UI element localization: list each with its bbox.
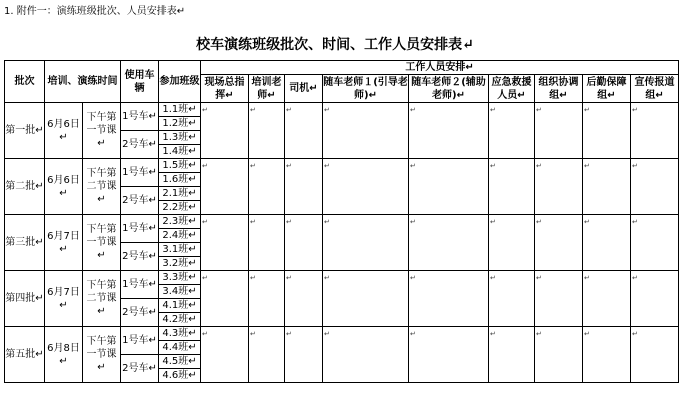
batch-label: 第五批↵	[5, 327, 45, 383]
batch-session: 下午第二节课↵	[83, 271, 121, 327]
staff-cell	[535, 215, 583, 271]
staff-cell	[631, 103, 679, 159]
staff-cell	[285, 103, 323, 159]
vehicle-label: 2号车↵	[121, 187, 159, 215]
paragraph-mark: ↵	[324, 106, 330, 114]
class-cell: 1.6班↵	[159, 173, 201, 187]
table-row	[5, 271, 679, 285]
staff-cell	[583, 327, 631, 383]
class-cell: 4.2班↵	[159, 313, 201, 327]
class-cell: 4.6班↵	[159, 369, 201, 383]
paragraph-mark: ↵	[490, 274, 496, 282]
schedule-table	[4, 60, 679, 383]
staff-cell	[583, 103, 631, 159]
header-staff-col: 组织协调组↵	[535, 75, 583, 103]
staff-cell	[323, 271, 409, 327]
staff-cell	[535, 327, 583, 383]
class-cell: 3.4班↵	[159, 285, 201, 299]
header-staff-col: 随车老师１(引导老师)↵	[323, 76, 408, 101]
paragraph-mark: ↵	[202, 162, 208, 170]
batch-label: 第四批↵	[5, 271, 45, 327]
paragraph-mark: ↵	[410, 274, 416, 282]
vehicle-label: 1号车↵	[121, 103, 159, 131]
header-staff-arrangement: 工作人员安排↵	[201, 61, 679, 75]
staff-cell	[535, 103, 583, 159]
staff-cell	[249, 327, 285, 383]
staff-cell	[285, 215, 323, 271]
staff-cell	[583, 271, 631, 327]
paragraph-mark: ↵	[490, 162, 496, 170]
table-row	[5, 215, 679, 229]
staff-cell	[285, 271, 323, 327]
vehicle-label: 1号车↵	[121, 215, 159, 243]
paragraph-mark: ↵	[632, 330, 638, 338]
staff-cell	[409, 159, 489, 215]
staff-cell	[249, 215, 285, 271]
staff-cell	[489, 215, 535, 271]
class-cell: 1.4班↵	[159, 145, 201, 159]
batch-date: 6月6日↵	[45, 159, 83, 215]
paragraph-mark: ↵	[584, 330, 590, 338]
paragraph-mark: ↵	[250, 218, 256, 226]
header-batch: 批次	[5, 61, 45, 103]
vehicle-label: 2号车↵	[121, 131, 159, 159]
paragraph-mark: ↵	[536, 218, 542, 226]
staff-cell	[285, 327, 323, 383]
class-cell: 2.1班↵	[159, 187, 201, 201]
paragraph-mark: ↵	[286, 330, 292, 338]
batch-session: 下午第一节课↵	[83, 103, 121, 159]
staff-cell	[409, 215, 489, 271]
staff-cell	[535, 271, 583, 327]
paragraph-mark: ↵	[410, 106, 416, 114]
staff-cell	[201, 215, 249, 271]
class-cell: 3.1班↵	[159, 243, 201, 257]
paragraph-mark: ↵	[324, 218, 330, 226]
staff-cell	[323, 215, 409, 271]
batch-session: 下午第二节课↵	[83, 159, 121, 215]
batch-date: 6月8日↵	[45, 327, 83, 383]
staff-cell	[409, 327, 489, 383]
vehicle-label: 1号车↵	[121, 159, 159, 187]
header-staff-col: 后勤保障组↵	[583, 75, 631, 103]
header-vehicle: 使用车辆	[121, 61, 159, 103]
class-cell: 4.5班↵	[159, 355, 201, 369]
staff-cell	[535, 159, 583, 215]
header-staff-col: 应急救援人员↵	[489, 75, 535, 103]
batch-label: 第一批↵	[5, 103, 45, 159]
staff-cell	[583, 159, 631, 215]
staff-cell	[409, 271, 489, 327]
class-cell: 1.3班↵	[159, 131, 201, 145]
header-staff-col: 宣传报道组↵	[631, 75, 679, 103]
paragraph-mark: ↵	[632, 274, 638, 282]
paragraph-mark: ↵	[250, 330, 256, 338]
paragraph-mark: ↵	[324, 274, 330, 282]
class-cell: 3.2班↵	[159, 257, 201, 271]
staff-cell	[201, 271, 249, 327]
staff-cell	[489, 159, 535, 215]
paragraph-mark: ↵	[202, 218, 208, 226]
header-classes: 参加班级	[159, 61, 201, 103]
staff-cell	[631, 271, 679, 327]
header-staff-col: 培训老师↵	[249, 75, 285, 103]
class-cell: 4.3班↵	[159, 327, 201, 341]
paragraph-mark: ↵	[632, 218, 638, 226]
paragraph-mark: ↵	[410, 218, 416, 226]
paragraph-mark: ↵	[324, 162, 330, 170]
paragraph-mark: ↵	[536, 330, 542, 338]
vehicle-label: 2号车↵	[121, 355, 159, 383]
vehicle-label: 2号车↵	[121, 243, 159, 271]
paragraph-mark: ↵	[584, 218, 590, 226]
staff-cell	[201, 159, 249, 215]
staff-cell	[201, 327, 249, 383]
batch-date: 6月6日↵	[45, 103, 83, 159]
staff-cell	[631, 327, 679, 383]
staff-cell	[323, 159, 409, 215]
batch-label: 第二批↵	[5, 159, 45, 215]
paragraph-mark: ↵	[632, 162, 638, 170]
paragraph-mark: ↵	[202, 106, 208, 114]
vehicle-label: 1号车↵	[121, 271, 159, 299]
paragraph-mark: ↵	[410, 162, 416, 170]
class-cell: 1.5班↵	[159, 159, 201, 173]
paragraph-mark: ↵	[250, 106, 256, 114]
attachment-line: 1. 附件一：演练班级批次、人员安排表↵	[4, 6, 186, 17]
paragraph-mark: ↵	[286, 218, 292, 226]
paragraph-mark: ↵	[286, 162, 292, 170]
staff-cell	[285, 159, 323, 215]
header-staff-col: 随车老师２(辅助老师)↵	[409, 75, 489, 103]
document-title: 校车演练班级批次、时间、工作人员安排表↵	[196, 37, 474, 53]
paragraph-mark: ↵	[286, 106, 292, 114]
paragraph-mark: ↵	[250, 274, 256, 282]
paragraph-mark: ↵	[324, 330, 330, 338]
paragraph-mark: ↵	[490, 218, 496, 226]
staff-cell	[489, 327, 535, 383]
staff-cell	[409, 103, 489, 159]
table-row	[5, 159, 679, 173]
batch-date: 6月7日↵	[45, 271, 83, 327]
staff-cell	[583, 215, 631, 271]
paragraph-mark: ↵	[584, 162, 590, 170]
header-staff-col: 现场总指挥↵	[201, 75, 249, 103]
paragraph-mark: ↵	[250, 162, 256, 170]
staff-cell	[631, 159, 679, 215]
staff-cell	[323, 327, 409, 383]
staff-cell	[323, 103, 409, 159]
staff-cell	[249, 271, 285, 327]
staff-cell	[249, 103, 285, 159]
vehicle-label: 2号车↵	[121, 299, 159, 327]
paragraph-mark: ↵	[584, 274, 590, 282]
class-cell: 1.2班↵	[159, 117, 201, 131]
batch-date: 6月7日↵	[45, 215, 83, 271]
header-time: 培训、演练时间	[45, 61, 121, 103]
table-row	[5, 103, 679, 117]
paragraph-mark: ↵	[410, 330, 416, 338]
table-row	[5, 327, 679, 341]
staff-cell	[631, 215, 679, 271]
paragraph-mark: ↵	[536, 106, 542, 114]
class-cell: 3.3班↵	[159, 271, 201, 285]
staff-cell	[249, 159, 285, 215]
paragraph-mark: ↵	[202, 330, 208, 338]
vehicle-label: 1号车↵	[121, 327, 159, 355]
paragraph-mark: ↵	[584, 106, 590, 114]
paragraph-mark: ↵	[490, 330, 496, 338]
batch-session: 下午第一节课↵	[83, 215, 121, 271]
header-staff-col: 司机↵	[285, 75, 323, 103]
class-cell: 4.1班↵	[159, 299, 201, 313]
staff-cell	[201, 103, 249, 159]
staff-cell	[489, 271, 535, 327]
paragraph-mark: ↵	[536, 162, 542, 170]
class-cell: 2.4班↵	[159, 229, 201, 243]
class-cell: 4.4班↵	[159, 341, 201, 355]
class-cell: 2.3班↵	[159, 215, 201, 229]
paragraph-mark: ↵	[286, 274, 292, 282]
paragraph-mark: ↵	[490, 106, 496, 114]
class-cell: 2.2班↵	[159, 201, 201, 215]
class-cell: 1.1班↵	[159, 103, 201, 117]
paragraph-mark: ↵	[202, 274, 208, 282]
paragraph-mark: ↵	[536, 274, 542, 282]
paragraph-mark: ↵	[632, 106, 638, 114]
batch-label: 第三批↵	[5, 215, 45, 271]
staff-cell	[489, 103, 535, 159]
batch-session: 下午第一节课↵	[83, 327, 121, 383]
